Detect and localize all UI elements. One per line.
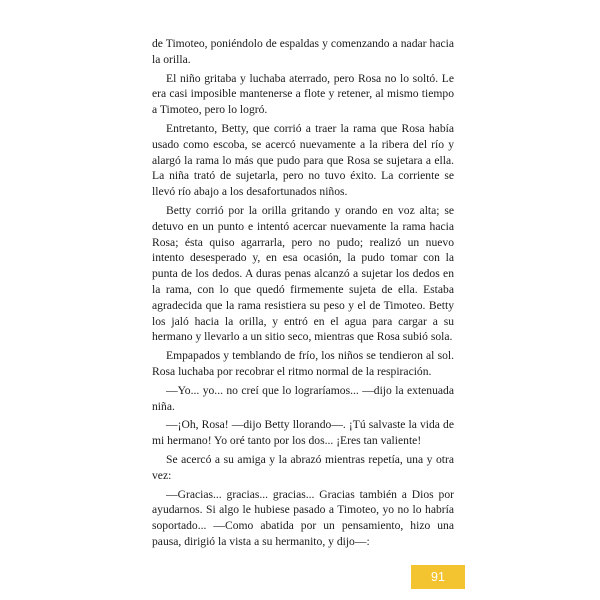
paragraph-8: Se acercó a su amiga y la abrazó mientras repetía, una y otra vez: — [152, 452, 454, 482]
paragraph-4: Betty corrió por la orilla gritando y orando en voz alta; se detuvo en un punto e intentó acercar nuevamente la rama hacia Rosa; ésta quiso agarrarla, pero no pudo; realizó un nuevo intento desesperado y, en esa ocasión, la pudo tomar con la punta de los dedos. A duras penas alcanzó a sujetar los dedos en la rama, con lo que quedó firmemente sujeta de ella. Estaba agradecida que la rama resistiera su peso y el de Timoteo. Betty los jaló hacia la orilla, y entró en el agua para cargar a su hermano y llevarlo a un sitio seco, mientras que Rosa subió sola. — [152, 203, 454, 344]
paragraph-7: —¡Oh, Rosa! —dijo Betty llorando—. ¡Tú salvaste la vida de mi hermano! Yo oré tanto por los dos... ¡Eres tan valiente! — [152, 418, 454, 448]
paragraph-3: Entretanto, Betty, que corrió a traer la rama que Rosa había usado como escoba, se acercó nuevamente a la ribera del río y alargó la rama lo más que pudo para que Rosa se sujetara a ella. La niña trató de sujetarla, pero no tuvo éxito. La corriente se llevó río abajo a los desafortunados niños. — [152, 121, 454, 199]
paragraph-6: —Yo... yo... no creí que lo lograríamos... —dijo la extenuada niña. — [152, 383, 454, 413]
page-number-box — [411, 565, 465, 589]
paragraph-2: El niño gritaba y luchaba aterrado, pero Rosa no lo soltó. Le era casi imposible mantenerse a flote y retener, al mismo tiempo a Timoteo, pero lo logró. — [152, 71, 454, 117]
paragraph-9: —Gracias... gracias... gracias... Gracias también a Dios por ayudarnos. Si algo le hubiese pasado a Timoteo, yo no lo habría soportado... —Como abatida por un pensamiento, hizo una pausa, dirigió la vista a su hermanito, y dijo—: — [152, 487, 454, 548]
paragraph-5: Empapados y temblando de frío, los niños se tendieron al sol. Rosa luchaba por recobrar el ritmo normal de la respiración. — [152, 349, 454, 378]
page-number: 91 — [431, 570, 445, 584]
body-text — [152, 36, 454, 553]
paragraph-1: de Timoteo, poniéndolo de espaldas y comenzando a nadar hacia la orilla. — [152, 37, 454, 66]
